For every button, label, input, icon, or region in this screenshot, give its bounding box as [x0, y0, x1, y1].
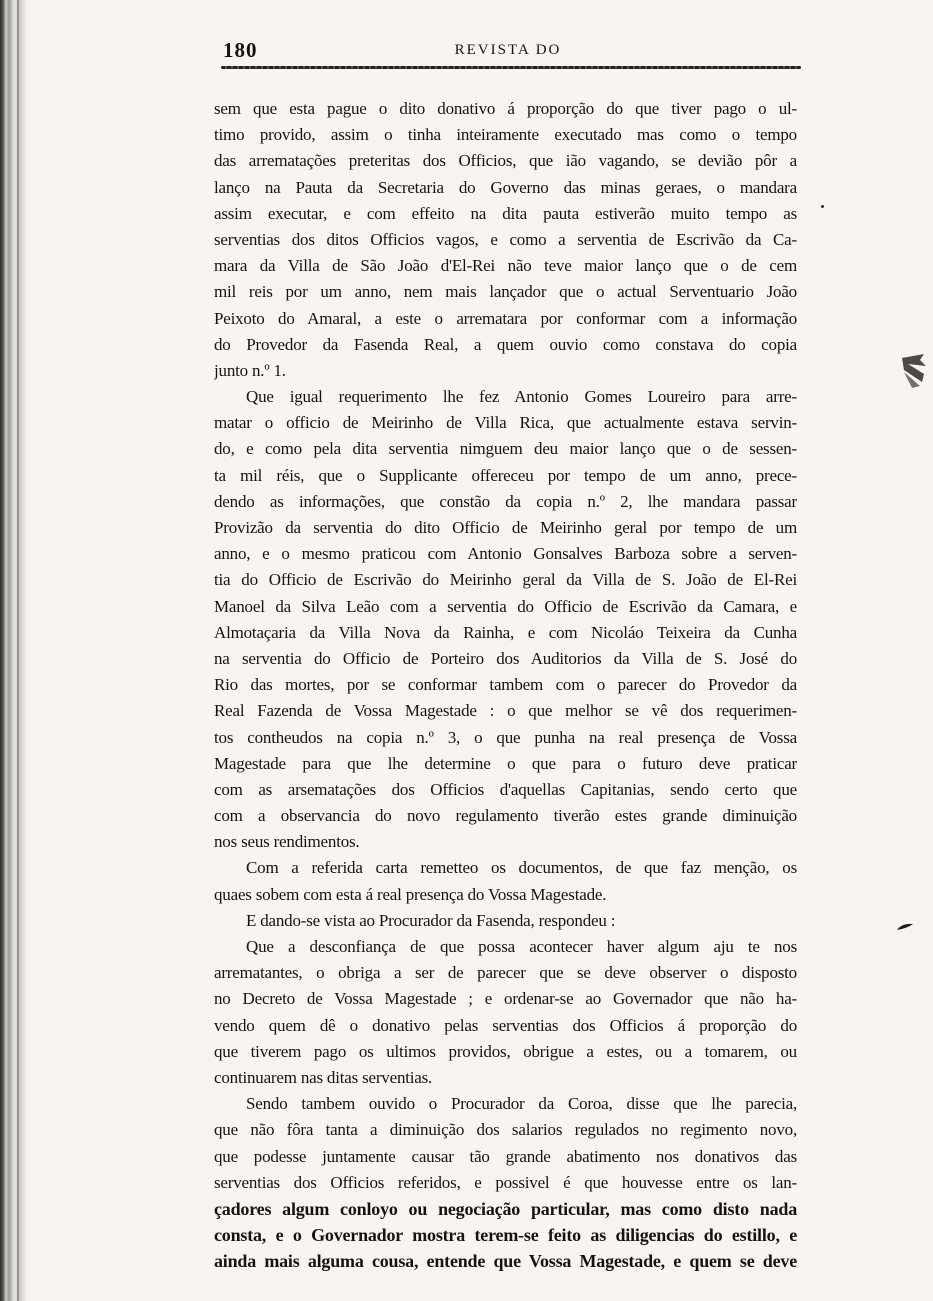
page-number: 180 [223, 38, 258, 62]
text-line: que não fôra tanta a diminuição dos salarios regulados no regimento novo, [214, 1120, 797, 1140]
text-line: Real Fazenda de Vossa Magestade : o que melhor se vê dos requerimen- [214, 701, 797, 721]
text-line: lanço na Pauta da Secretaria do Governo das minas geraes, o mandara [214, 177, 797, 197]
text-line: Almotaçaria da Villa Nova da Rainha, e com Nicoláo Teixeira da Cunha [214, 622, 797, 642]
text-line: Que a desconfiança de que possa acontecer haver algum aju te nos [246, 937, 797, 956]
text-line: Que igual requerimento lhe fez Antonio Gomes Loureiro para arre- [246, 387, 797, 407]
text-line: Rio das mortes, por se conformar tambem com o parecer do Provedor da [214, 675, 797, 695]
text-line: quaes sobem com esta á real presença do Vossa Magestade. [214, 884, 607, 904]
margin-ink-blot-icon [896, 922, 914, 932]
text-line: com as arsematações dos Officios d'aquellas Capitanias, sendo certo que [214, 779, 797, 799]
text-line: do Provedor da Fasenda Real, a quem ouvio como constava do copia [214, 334, 797, 354]
text-line: Sendo tambem ouvido o Procurador da Coroa, disse que lhe parecia, [246, 1094, 797, 1114]
text-line: do, e como pela dita serventia nimguem deu maior lanço que o de sessen- [214, 439, 797, 459]
text-line: matar o officio de Meirinho de Villa Rica, que actualmente estava servin- [214, 413, 797, 433]
text-line: Manoel da Silva Leão com a serventia do Officio de Escrivão da Camara, e [214, 596, 797, 616]
body-text [214, 96, 797, 1274]
book-spine-shadow [0, 0, 30, 1301]
text-line: continuarem nas ditas serventias. [214, 1067, 433, 1087]
text-line: junto n.º 1. [214, 360, 286, 380]
text-line: consta, e o Governador mostra terem-se feito as diligencias do estillo, e [214, 1225, 797, 1246]
text-line: Peixoto do Amaral, a este o arrematara por conformar com a informação [214, 308, 797, 328]
text-line: dendo as informações, que constão da copia n.º 2, lhe mandara passar [214, 491, 797, 511]
ink-speck [821, 205, 824, 208]
text-line: Magestade para que lhe determine o que para o futuro deve praticar [214, 753, 797, 773]
text-line: na serventia do Officio de Porteiro dos Auditorios da Villa de S. José do [214, 648, 797, 668]
text-line: çadores algum conloyo ou negociação particular, mas como disto nada [214, 1198, 797, 1219]
text-line: vendo quem dê o donativo pelas serventias dos Officios á proporção do [214, 1015, 797, 1035]
text-line: nos seus rendimentos. [214, 832, 360, 852]
text-line: E dando-se vista ao Procurador da Fasenda, respondeu : [246, 910, 616, 930]
text-line: que tiverem pago os ultimos providos, obrigue a estes, ou a tomarem, ou [214, 1041, 797, 1061]
text-line: assim executar, e com effeito na dita pauta estiverão muito tempo as [214, 203, 797, 223]
page-header [213, 36, 801, 66]
text-line: tia do Officio de Escrivão do Meirinho geral da Villa de S. João de El-Rei [214, 570, 797, 590]
text-line: sem que esta pague o dito donativo á proporção do que tiver pago o ul- [214, 99, 797, 118]
text-line: Provizão da serventia do dito Officio de Meirinho geral por tempo de um [214, 518, 797, 537]
margin-ink-mark-icon [898, 352, 928, 392]
header-rule [221, 66, 801, 69]
text-line: tos contheudos na copia n.º 3, o que punha na real presença de Vossa [214, 727, 797, 747]
text-line: arrematantes, o obriga a ser de parecer que se deve observer o disposto [214, 963, 797, 983]
text-line: ainda mais alguma cousa, entende que Vossa Magestade, e quem se deve [214, 1251, 797, 1272]
text-line: serventias dos ditos Officios vagos, e como a serventia de Escrivão da Ca- [214, 229, 797, 249]
text-line: Com a referida carta remetteo os documentos, de que faz menção, os [246, 858, 797, 878]
text-line: ta mil réis, que o Supplicante offereceu por tempo de um anno, prece- [214, 465, 797, 485]
text-line: no Decreto de Vossa Magestade ; e ordenar-se ao Governador que não ha- [214, 989, 797, 1009]
spine-edge-line [17, 0, 19, 1301]
text-line: com a observancia do novo regulamento tiverão estes grande diminuição [214, 806, 797, 826]
text-line: timo provido, assim o tinha inteiramente executado mas como o tempo [214, 125, 797, 145]
text-line: que podesse juntamente causar tão grande abatimento nos donativos das [214, 1146, 797, 1166]
text-line: mara da Villa de São João d'El-Rei não teve maior lanço que o de cem [214, 256, 797, 276]
running-head: REVISTA DO [454, 42, 562, 58]
text-line: mil reis por um anno, nem mais lançador que o actual Serventuario João [214, 282, 797, 302]
text-line: das arrematações preteritas dos Officios, que ião vagando, se devião pôr a [214, 151, 797, 171]
text-line: serventias dos Officios referidos, e possivel é que houvesse entre os lan- [214, 1172, 797, 1192]
text-line: anno, e o mesmo praticou com Antonio Gonsalves Barboza sobre a serven- [214, 544, 797, 564]
